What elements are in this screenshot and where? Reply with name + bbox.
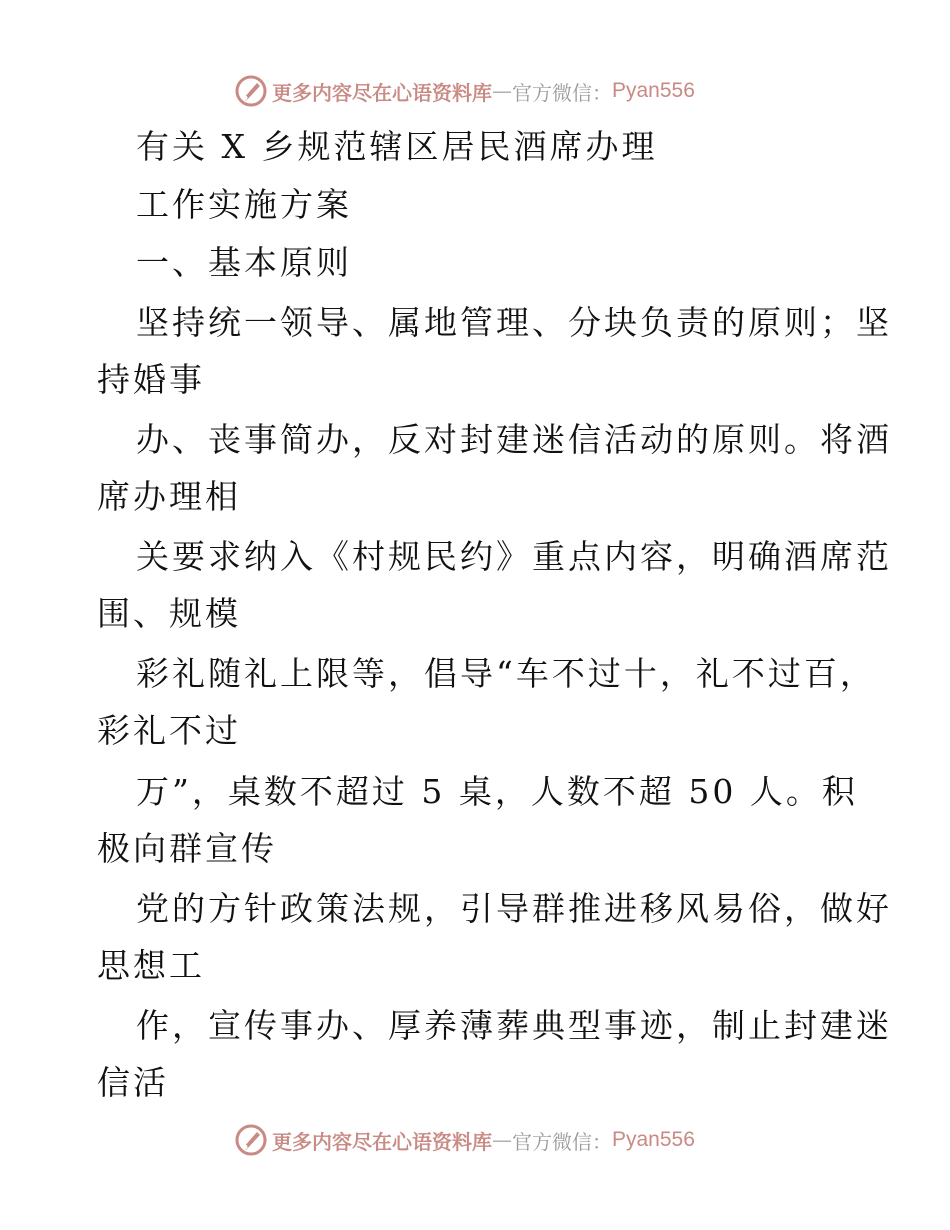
watermark-dash: — <box>492 79 512 103</box>
doc-title-line-1: 有关 X 乡规范辖区居民酒席办理 <box>136 127 658 166</box>
paragraph-line: 办、丧事简办，反对封建迷信活动的原则。将酒 <box>136 420 892 459</box>
pen-nib-circle-icon <box>234 1123 268 1157</box>
paragraph-line: 信活 <box>97 1063 169 1102</box>
watermark-banner-bottom <box>234 1122 695 1158</box>
paragraph-line: 彩礼随礼上限等，倡导“车不过十，礼不过百， <box>136 654 876 693</box>
paragraph-line: 彩礼不过 <box>97 711 241 750</box>
watermark-dash: — <box>492 1128 512 1152</box>
pen-nib-circle-icon <box>234 74 268 108</box>
doc-title-line-2: 工作实施方案 <box>136 185 352 224</box>
paragraph-line: 极向群宣传 <box>97 829 277 868</box>
paragraph-line: 席办理相 <box>97 477 241 516</box>
paragraph-line: 万”，桌数不超过 5 桌，人数不超 50 人。积 <box>136 772 858 811</box>
paragraph-line: 党的方针政策法规，引导群推进移风易俗，做好 <box>136 889 892 928</box>
watermark-text: 更多内容尽在心语资料库 <box>272 1129 492 1154</box>
watermark-label: 官方微信： <box>512 80 612 105</box>
paragraph-line: 坚持统一领导、属地管理、分块负责的原则；坚 <box>136 303 892 342</box>
paragraph-line: 思想工 <box>97 946 205 985</box>
watermark-id: Pyan556 <box>612 1128 695 1151</box>
watermark-label: 官方微信： <box>512 1129 612 1154</box>
section-heading: 一、基本原则 <box>136 243 352 282</box>
watermark-id: Pyan556 <box>612 79 695 102</box>
paragraph-line: 持婚事 <box>97 360 205 399</box>
paragraph-line: 关要求纳入《村规民约》重点内容，明确酒席范 <box>136 537 892 576</box>
watermark-text: 更多内容尽在心语资料库 <box>272 80 492 105</box>
watermark-banner-top <box>234 73 695 109</box>
paragraph-line: 作，宣传事办、厚养薄葬典型事迹，制止封建迷 <box>136 1006 892 1045</box>
paragraph-line: 围、规模 <box>97 594 241 633</box>
